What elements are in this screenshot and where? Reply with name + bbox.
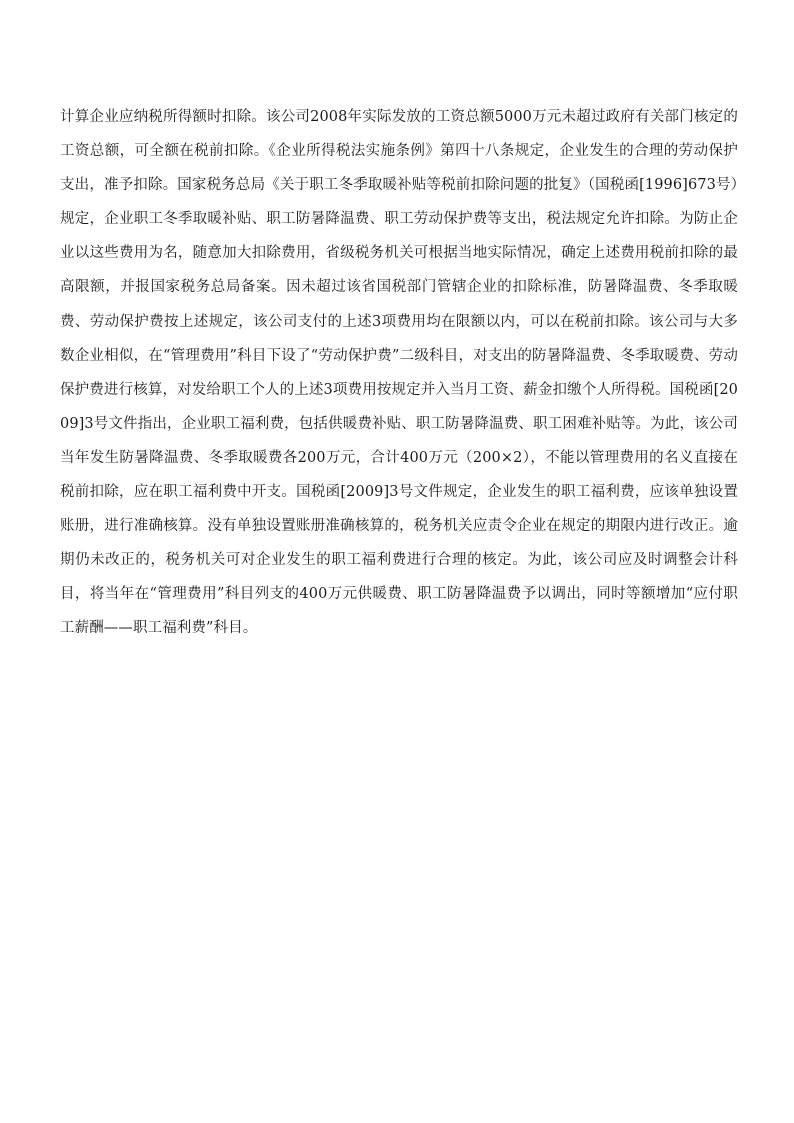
body-paragraph: 计算企业应纳税所得额时扣除。该公司2008年实际发放的工资总额5000万元未超过政府有关部门核定的工资总额，可全额在税前扣除。《企业所得税法实施条例》第四十八条规定，企业发生的合理的劳动保护支出，准予扣除。国家税务总局《关于职工冬季取暖补贴等税前扣除问题的批复》（国税函[1996]673号）规定，企业职工冬季取暖补贴、职工防暑降温费、职工劳动保护费等支出，税法规定允许扣除。为防止企业以这些费用为名，随意加大扣除费用，省级税务机关可根据当地实际情况，确定上述费用税前扣除的最高限额，并报国家税务总局备案。因未超过该省国税部门管辖企业的扣除标准，防暑降温费、冬季取暖费、劳动保护费按上述规定，该公司支付的上述3项费用均在限额以内，可以在税前扣除。该公司与大多数企业相似，在“管理费用”科目下设了“劳动保护费”二级科目，对支出的防暑降温费、冬季取暖费、劳动保护费进行核算，对发给职工个人的上述3项费用按规定并入当月工资、薪金扣缴个人所得税。国税函[2009]3号文件指出，企业职工福利费，包括供暖费补贴、职工防暑降温费、职工困难补贴等。为此，该公司当年发生防暑降温费、冬季取暖费各200万元，合计400万元（200×2），不能以管理费用的名义直接在税前扣除，应在职工福利费中开支。国税函[2009]3号文件规定，企业发生的职工福利费，应该单独设置账册，进行准确核算。没有单独设置账册准确核算的，税务机关应责令企业在规定的期限内进行改正。逾期仍未改正的，税务机关可对企业发生的职工福利费进行合理的核定。为此，该公司应及时调整会计科目，将当年在“管理费用”科目列支的400万元供暖费、职工防暑降温费予以调出，同时等额增加“应付职工薪酬——职工福利费”科目。 [60,109,738,637]
